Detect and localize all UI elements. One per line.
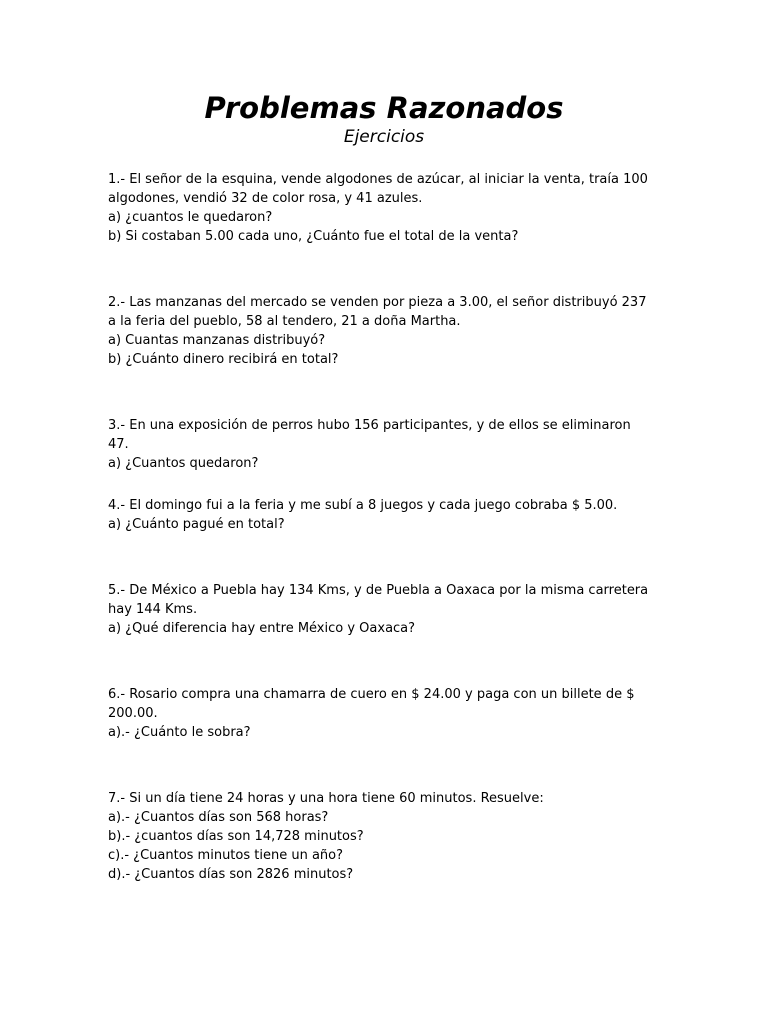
problem-5 — [108, 581, 668, 638]
problem-6-statement-line-2: 200.00. — [108, 706, 158, 721]
problem-2-question-b: b) ¿Cuánto dinero recibirá en total? — [108, 352, 339, 367]
problem-4-question-a: a) ¿Cuánto pagué en total? — [108, 517, 285, 532]
problem-1 — [108, 170, 668, 246]
problem-2-statement-line-2: a la feria del pueblo, 58 al tendero, 21 a doña Martha. — [108, 314, 461, 329]
problem-6 — [108, 685, 668, 742]
problem-3-question-a: a) ¿Cuantos quedaron? — [108, 456, 259, 471]
problem-3 — [108, 416, 668, 473]
problem-1-statement-line-2: algodones, vendió 32 de color rosa, y 41 azules. — [108, 191, 423, 206]
problem-7-question-b: b).- ¿cuantos días son 14,728 minutos? — [108, 829, 364, 844]
problem-6-question-a: a).- ¿Cuánto le sobra? — [108, 725, 251, 740]
problem-1-statement-line-1: 1.- El señor de la esquina, vende algodones de azúcar, al iniciar la venta, traía 100 — [108, 172, 648, 187]
problem-7-statement-line-1: 7.- Si un día tiene 24 horas y una hora tiene 60 minutos. Resuelve: — [108, 791, 544, 806]
problem-2-question-a: a) Cuantas manzanas distribuyó? — [108, 333, 326, 348]
problem-5-statement-line-2: hay 144 Kms. — [108, 602, 198, 617]
problem-5-statement-line-1: 5.- De México a Puebla hay 134 Kms, y de Puebla a Oaxaca por la misma carretera — [108, 583, 649, 598]
problem-2-statement-line-1: 2.- Las manzanas del mercado se venden por pieza a 3.00, el señor distribuyó 237 — [108, 295, 647, 310]
problem-3-statement-line-2: 47. — [108, 437, 129, 452]
problem-7 — [108, 789, 668, 884]
problem-4-statement-line-1: 4.- El domingo fui a la feria y me subí a 8 juegos y cada juego cobraba $ 5.00. — [108, 498, 618, 513]
page-title: Problemas Razonados — [204, 91, 564, 125]
problem-7-question-c: c).- ¿Cuantos minutos tiene un año? — [108, 848, 344, 863]
problem-7-question-a: a).- ¿Cuantos días son 568 horas? — [108, 810, 329, 825]
problem-3-statement-line-1: 3.- En una exposición de perros hubo 156 participantes, y de ellos se eliminaron — [108, 418, 631, 433]
problem-4 — [108, 496, 668, 534]
problem-1-question-b: b) Si costaban 5.00 cada uno, ¿Cuánto fue el total de la venta? — [108, 229, 519, 244]
page-subtitle: Ejercicios — [343, 127, 425, 147]
problem-2 — [108, 293, 668, 369]
problem-5-question-a: a) ¿Qué diferencia hay entre México y Oaxaca? — [108, 621, 416, 636]
problem-1-question-a: a) ¿cuantos le quedaron? — [108, 210, 273, 225]
problem-6-statement-line-1: 6.- Rosario compra una chamarra de cuero en $ 24.00 y paga con un billete de $ — [108, 687, 635, 702]
problem-7-question-d: d).- ¿Cuantos días son 2826 minutos? — [108, 867, 354, 882]
